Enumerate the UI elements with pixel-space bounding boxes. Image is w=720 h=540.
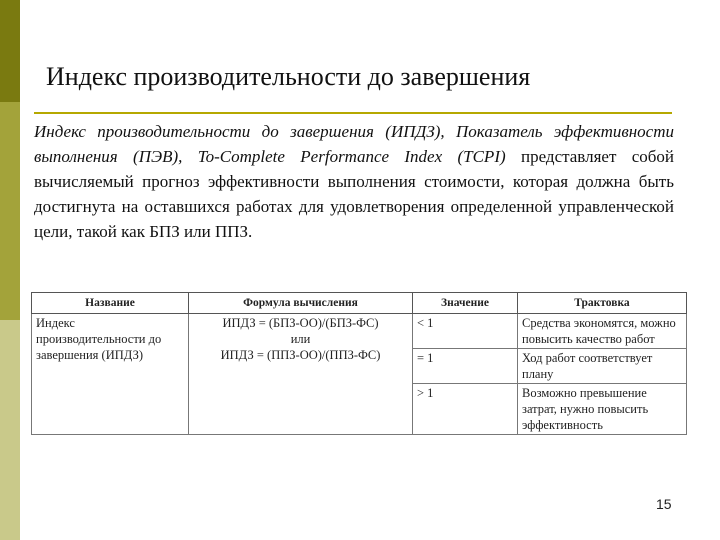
cell-value: < 1 (413, 314, 518, 349)
header-meaning: Трактовка (518, 293, 687, 314)
sidebar-segment-dark (0, 0, 20, 102)
cell-name: Индекс производительности до завершения (ИПДЗ) (32, 314, 189, 435)
body-paragraph (34, 119, 674, 244)
paragraph-italic-part: Индекс производительности до завершения (ИПДЗ), Показатель эффективности выполнения (ПЭВ), To-Complete Performance Index (TCPI) (34, 122, 674, 166)
sidebar-segment-light (0, 320, 20, 540)
formula-line-2: ИПДЗ = (ППЗ-ОО)/(ППЗ-ФС) (220, 348, 381, 362)
cell-formula (189, 314, 413, 435)
table-header-row (32, 293, 687, 314)
formula-line-1: ИПДЗ = (БПЗ-ОО)/(БПЗ-ФС) (222, 316, 379, 330)
header-name: Название (32, 293, 189, 314)
header-formula: Формула вычисления (189, 293, 413, 314)
cell-meaning: Средства экономятся, можно повысить качество работ (518, 314, 687, 349)
title-underline (34, 112, 672, 114)
cell-value: = 1 (413, 349, 518, 384)
cell-value: > 1 (413, 384, 518, 435)
cell-meaning: Возможно превышение затрат, нужно повысить эффективность (518, 384, 687, 435)
decorative-sidebar (0, 0, 20, 540)
tcpi-table (31, 292, 687, 435)
table-row (32, 314, 687, 349)
sidebar-segment-mid (0, 102, 20, 320)
paragraph-regular-part: представляет собой вычисляемый прогноз эффективности выполнения стоимости, которая должна быть достигнута на оставшихся работах для удовлетворения определенной управленческой цели, такой как БПЗ или ППЗ. (34, 147, 675, 241)
cell-meaning: Ход работ соответствует плану (518, 349, 687, 384)
header-value: Значение (413, 293, 518, 314)
formula-or: или (290, 332, 311, 346)
page-number: 15 (656, 496, 672, 512)
slide-title: Индекс производительности до завершения (46, 62, 531, 91)
